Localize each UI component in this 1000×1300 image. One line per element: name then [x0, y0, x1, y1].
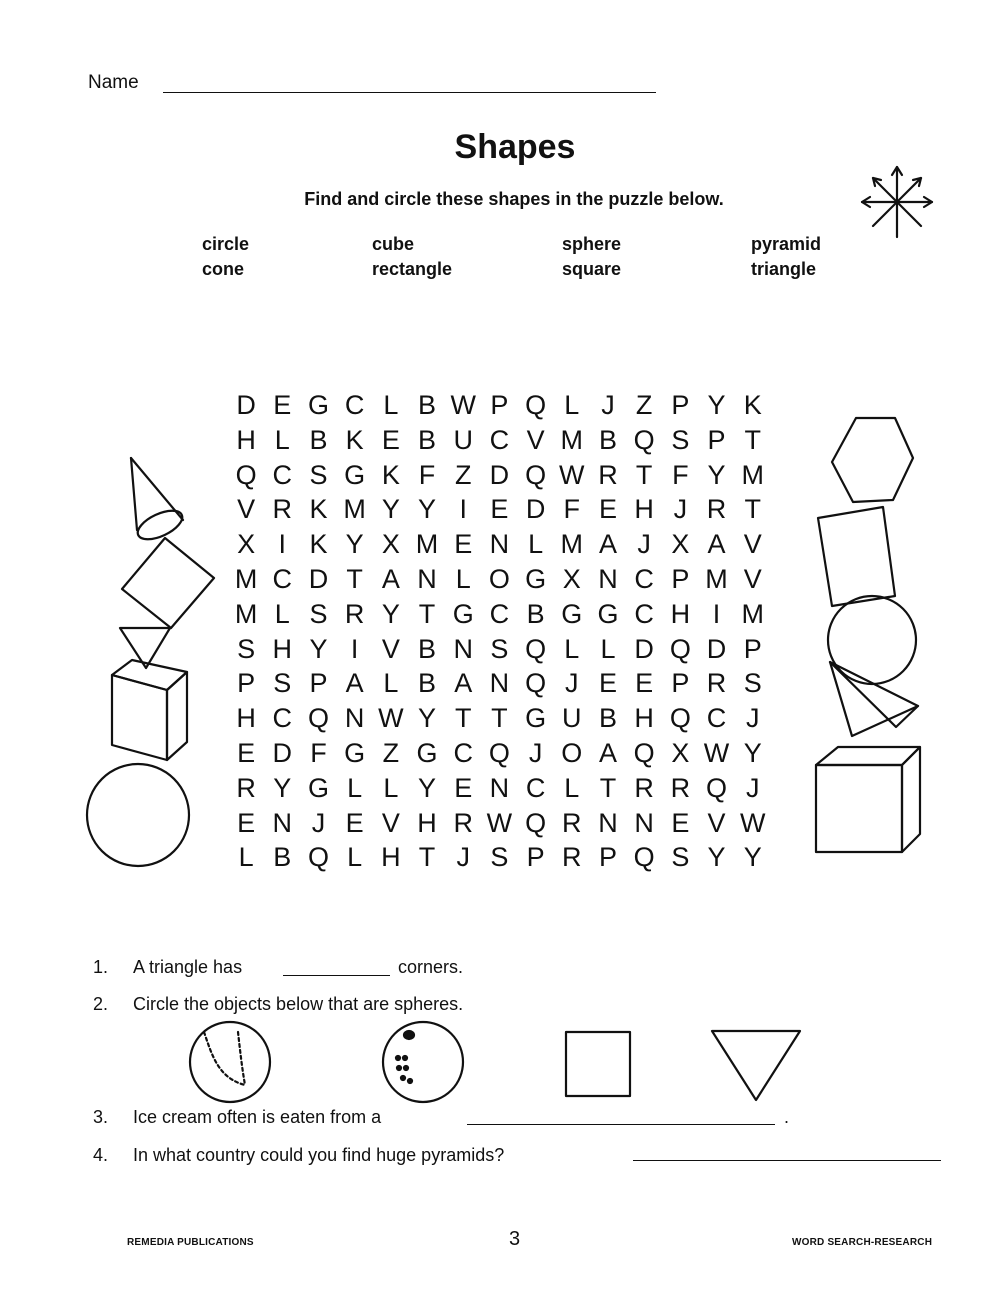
grid-letter[interactable]: D [308, 563, 329, 594]
grid-letter[interactable]: G [307, 390, 329, 420]
grid-letter[interactable]: C [706, 703, 727, 734]
grid-letter[interactable]: J [311, 807, 326, 838]
grid-letter[interactable]: H [236, 703, 256, 734]
grid-letter[interactable]: G [525, 563, 547, 594]
grid-row [228, 666, 771, 701]
grid-row [228, 597, 771, 632]
grid-letter[interactable]: N [417, 563, 437, 594]
grid-letter[interactable]: W [378, 703, 404, 734]
grid-letter[interactable]: N [634, 807, 654, 838]
grid-letter[interactable]: Q [525, 668, 547, 699]
answer-blank-1[interactable] [283, 975, 390, 976]
grid-letter[interactable]: M [741, 459, 764, 490]
grid-letter[interactable]: N [489, 772, 510, 803]
question-number: 1. [93, 957, 109, 977]
grid-letter[interactable]: G [525, 703, 547, 734]
grid-letter[interactable]: G [307, 772, 329, 803]
grid-letter[interactable]: G [344, 459, 366, 490]
grid-letter[interactable]: V [707, 807, 726, 838]
grid-letter[interactable]: E [273, 390, 292, 420]
grid-letter[interactable]: R [598, 459, 618, 490]
grid-letter[interactable]: M [234, 563, 258, 594]
word-list-item: cone [202, 259, 245, 279]
grid-letter[interactable]: Y [418, 494, 437, 525]
grid-letter[interactable]: L [347, 842, 363, 873]
grid-letter[interactable]: K [309, 529, 328, 560]
grid-letter[interactable]: Y [707, 459, 726, 490]
grid-letter[interactable]: G [416, 737, 438, 768]
grid-letter[interactable]: B [418, 390, 437, 420]
grid-letter[interactable]: E [237, 807, 256, 838]
question-number: 2. [93, 994, 109, 1014]
footer-publisher: REMEDIA PUBLICATIONS [127, 1237, 254, 1248]
grid-letter[interactable]: Q [525, 390, 547, 420]
grid-letter[interactable]: V [743, 529, 762, 560]
grid-letter[interactable]: C [272, 563, 293, 594]
grid-letter[interactable]: N [272, 807, 293, 838]
grid-letter[interactable]: R [453, 807, 473, 838]
grid-letter[interactable]: T [599, 772, 617, 803]
grid-letter[interactable]: S [490, 842, 509, 873]
grid-letter[interactable]: N [344, 703, 365, 734]
grid-letter[interactable]: E [598, 494, 617, 525]
grid-letter[interactable]: T [491, 703, 508, 734]
grid-letter[interactable]: M [705, 563, 728, 594]
grid-letter[interactable]: S [237, 633, 256, 664]
grid-letter[interactable]: P [671, 668, 690, 699]
grid-letter[interactable]: G [344, 737, 366, 768]
grid-letter[interactable]: P [526, 842, 545, 873]
grid-letter[interactable]: Y [418, 772, 437, 803]
grid-letter[interactable]: W [703, 737, 730, 768]
grid-letter[interactable]: L [274, 598, 290, 629]
grid-letter[interactable]: B [418, 668, 437, 699]
grid-letter[interactable]: L [383, 668, 399, 699]
question-4-text: In what country could you find huge pyramids? [133, 1145, 505, 1165]
question-number: 3. [93, 1107, 109, 1127]
answer-blank-3[interactable] [467, 1124, 775, 1125]
grid-letter[interactable]: L [274, 424, 290, 455]
grid-letter[interactable]: N [489, 529, 510, 560]
footer-series: WORD SEARCH-RESEARCH [792, 1237, 933, 1248]
cone-icon [131, 458, 186, 545]
grid-row [228, 423, 771, 458]
grid-letter[interactable]: X [671, 529, 690, 560]
grid-letter[interactable]: J [565, 668, 579, 699]
grid-letter[interactable]: Q [525, 459, 547, 490]
baseball-icon [190, 1022, 270, 1102]
grid-letter[interactable]: T [454, 703, 472, 734]
grid-row [228, 736, 771, 771]
square-icon [122, 538, 214, 628]
grid-letter[interactable]: L [564, 772, 580, 803]
grid-letter[interactable]: K [381, 459, 400, 490]
grid-letter[interactable]: D [706, 633, 727, 664]
hexagon-icon [832, 418, 913, 502]
grid-letter[interactable]: Q [235, 459, 257, 490]
grid-letter[interactable]: O [561, 737, 583, 768]
grid-letter[interactable]: S [743, 668, 762, 699]
question-1-text-end: corners. [398, 957, 464, 977]
grid-letter[interactable]: J [673, 494, 688, 525]
grid-letter[interactable]: J [745, 772, 760, 803]
grid-letter[interactable]: C [634, 563, 654, 594]
grid-letter[interactable]: V [237, 494, 256, 525]
grid-letter[interactable]: Q [669, 703, 691, 734]
circle-icon [87, 764, 189, 866]
grid-letter[interactable]: H [381, 842, 401, 873]
grid-letter[interactable]: R [562, 807, 582, 838]
grid-letter[interactable]: C [489, 424, 510, 455]
grid-letter[interactable]: W [486, 807, 513, 838]
grid-letter[interactable]: I [459, 494, 467, 525]
grid-letter[interactable]: P [237, 668, 256, 699]
grid-letter[interactable]: X [237, 529, 256, 560]
grid-row [228, 562, 771, 597]
grid-row [228, 632, 771, 667]
grid-letter[interactable]: T [744, 494, 761, 525]
grid-letter[interactable]: L [600, 633, 616, 664]
word-list-item: triangle [751, 259, 817, 279]
grid-row [228, 701, 771, 736]
grid-letter[interactable]: P [598, 842, 617, 873]
grid-letter[interactable]: K [345, 424, 364, 455]
grid-letter[interactable]: Q [633, 424, 655, 455]
grid-letter[interactable]: L [528, 529, 544, 560]
grid-letter[interactable]: Q [706, 772, 728, 803]
star-icon [862, 167, 932, 237]
grid-letter[interactable]: E [454, 772, 473, 803]
grid-letter[interactable]: P [490, 390, 509, 420]
grid-letter[interactable]: K [309, 494, 328, 525]
grid-letter[interactable]: V [743, 563, 762, 594]
question-2-text: Circle the objects below that are spheres. [133, 994, 464, 1014]
grid-letter[interactable]: X [562, 563, 581, 594]
bowling-ball-icon [383, 1022, 463, 1102]
grid-row [228, 458, 771, 493]
grid-letter[interactable]: B [418, 633, 437, 664]
grid-letter[interactable]: Y [418, 703, 437, 734]
grid-letter[interactable]: Q [669, 633, 691, 664]
grid-letter[interactable]: T [635, 459, 653, 490]
grid-letter[interactable]: K [743, 390, 762, 420]
grid-letter[interactable]: U [562, 703, 582, 734]
grid-letter[interactable]: C [525, 772, 546, 803]
triangle-icon [712, 1031, 800, 1100]
grid-letter[interactable]: T [418, 842, 436, 873]
grid-letter[interactable]: B [526, 598, 545, 629]
cube-icon [816, 747, 920, 852]
grid-letter[interactable]: L [238, 842, 254, 873]
grid-letter[interactable]: V [381, 807, 400, 838]
grid-letter[interactable]: B [598, 703, 617, 734]
grid-letter[interactable]: F [418, 459, 436, 490]
grid-letter[interactable]: H [272, 633, 293, 664]
grid-letter[interactable]: H [417, 807, 437, 838]
grid-letter[interactable]: C [453, 737, 473, 768]
word-list-item: circle [202, 234, 250, 254]
grid-letter[interactable]: M [741, 598, 764, 629]
grid-letter[interactable]: J [528, 737, 543, 768]
answer-blank-4[interactable] [633, 1160, 941, 1161]
grid-letter[interactable]: W [559, 459, 585, 490]
grid-row [228, 388, 771, 423]
grid-letter[interactable]: E [635, 668, 654, 699]
grid-letter[interactable]: O [488, 563, 510, 594]
grid-letter[interactable]: P [309, 668, 328, 699]
grid-letter[interactable]: L [383, 772, 399, 803]
grid-letter[interactable]: R [344, 598, 365, 629]
grid-letter[interactable]: D [634, 633, 654, 664]
grid-letter[interactable]: T [744, 424, 761, 455]
grid-letter[interactable]: E [454, 529, 473, 560]
grid-letter[interactable]: R [634, 772, 654, 803]
page-title: Shapes [454, 128, 576, 166]
question-3-text: Ice cream often is eaten from a [133, 1107, 382, 1127]
grid-letter[interactable]: R [706, 494, 727, 525]
grid-letter[interactable]: N [489, 668, 510, 699]
grid-letter[interactable]: Z [635, 390, 653, 420]
grid-letter[interactable]: M [560, 424, 584, 455]
grid-letter[interactable]: Y [707, 842, 726, 873]
grid-letter[interactable]: J [745, 703, 760, 734]
grid-letter[interactable]: R [706, 668, 727, 699]
grid-letter[interactable]: F [310, 737, 327, 768]
grid-letter[interactable]: C [272, 459, 293, 490]
name-label: Name [88, 72, 139, 93]
grid-letter[interactable]: E [490, 494, 509, 525]
grid-letter[interactable]: H [670, 598, 691, 629]
grid-letter[interactable]: M [560, 529, 584, 560]
grid-letter[interactable]: Q [488, 737, 510, 768]
grid-letter[interactable]: A [454, 668, 473, 699]
grid-letter[interactable]: S [490, 633, 509, 664]
grid-letter[interactable]: J [601, 390, 615, 420]
question-3-period: . [784, 1107, 790, 1127]
grid-letter[interactable]: G [452, 598, 474, 629]
grid-letter[interactable]: H [634, 494, 654, 525]
word-list-item: pyramid [751, 234, 822, 254]
grid-letter[interactable]: Q [307, 842, 329, 873]
question-number: 4. [93, 1145, 109, 1165]
grid-letter[interactable]: L [347, 772, 363, 803]
grid-letter[interactable]: R [236, 772, 256, 803]
question-1-text: A triangle has [133, 957, 243, 977]
word-list-item: square [562, 259, 622, 279]
grid-row [228, 492, 771, 527]
grid-letter[interactable]: Y [309, 633, 328, 664]
rectangle-icon [818, 507, 895, 606]
grid-letter[interactable]: D [236, 390, 256, 420]
grid-letter[interactable]: I [278, 529, 287, 560]
grid-letter[interactable]: S [273, 668, 292, 699]
grid-letter[interactable]: C [344, 390, 365, 420]
grid-letter[interactable]: M [343, 494, 366, 525]
grid-letter[interactable]: Y [743, 842, 762, 873]
grid-letter[interactable]: E [381, 424, 400, 455]
grid-letter[interactable]: S [309, 598, 328, 629]
grid-letter[interactable]: T [346, 563, 363, 594]
grid-letter[interactable]: R [562, 842, 582, 873]
grid-letter[interactable]: Q [525, 807, 547, 838]
grid-letter[interactable]: Z [454, 459, 472, 490]
grid-letter[interactable]: H [236, 424, 256, 455]
grid-letter[interactable]: A [707, 529, 726, 560]
grid-letter[interactable]: E [237, 737, 256, 768]
grid-letter[interactable]: B [598, 424, 617, 455]
grid-letter[interactable]: W [450, 390, 476, 420]
grid-letter[interactable]: W [739, 807, 766, 838]
grid-letter[interactable]: A [345, 668, 364, 699]
grid-letter[interactable]: C [489, 598, 510, 629]
grid-letter[interactable]: D [272, 737, 293, 768]
instruction-text: Find and circle these shapes in the puzzle below. [304, 189, 724, 209]
page-number: 3 [509, 1228, 521, 1250]
grid-letter[interactable]: B [418, 424, 437, 455]
grid-letter[interactable]: A [381, 563, 400, 594]
grid-letter[interactable]: T [418, 598, 436, 629]
grid-letter[interactable]: G [597, 598, 619, 629]
grid-letter[interactable]: E [598, 668, 617, 699]
grid-letter[interactable]: V [526, 424, 545, 455]
grid-letter[interactable]: X [671, 737, 690, 768]
grid-letter[interactable]: P [707, 424, 726, 455]
grid-letter[interactable]: P [671, 563, 690, 594]
grid-row [228, 840, 771, 875]
grid-letter[interactable]: N [453, 633, 473, 664]
grid-letter[interactable]: F [672, 459, 689, 490]
grid-letter[interactable]: S [671, 842, 690, 873]
grid-letter[interactable]: F [563, 494, 581, 525]
grid-letter[interactable]: R [272, 494, 293, 525]
circle-icon [828, 596, 916, 684]
grid-letter[interactable]: Y [345, 529, 364, 560]
grid-letter[interactable]: J [637, 529, 651, 560]
grid-letter[interactable]: G [561, 598, 583, 629]
grid-letter[interactable]: U [453, 424, 473, 455]
grid-letter[interactable]: C [634, 598, 654, 629]
word-list-item: rectangle [372, 259, 453, 279]
grid-row [228, 527, 771, 562]
grid-letter[interactable]: P [671, 390, 690, 420]
grid-letter[interactable]: X [381, 529, 400, 560]
word-list-item: cube [372, 234, 415, 254]
grid-letter[interactable]: B [273, 842, 292, 873]
grid-letter[interactable]: L [455, 563, 471, 594]
grid-letter[interactable]: V [381, 633, 400, 664]
grid-letter[interactable]: D [489, 459, 510, 490]
grid-letter[interactable]: M [234, 598, 258, 629]
grid-letter[interactable]: M [415, 529, 439, 560]
grid-letter[interactable]: S [671, 424, 690, 455]
grid-letter[interactable]: N [598, 807, 618, 838]
grid-letter[interactable]: H [634, 703, 654, 734]
grid-letter[interactable]: L [564, 390, 580, 420]
grid-letter[interactable]: R [670, 772, 691, 803]
grid-row [228, 771, 771, 806]
grid-letter[interactable]: E [345, 807, 364, 838]
grid-letter[interactable]: L [564, 633, 580, 664]
grid-letter[interactable]: Z [382, 737, 400, 768]
grid-letter[interactable]: Y [273, 772, 292, 803]
grid-letter[interactable]: L [383, 390, 399, 420]
grid-letter[interactable]: E [671, 807, 690, 838]
grid-letter[interactable]: A [598, 737, 617, 768]
grid-letter[interactable]: P [743, 633, 762, 664]
grid-letter[interactable]: N [598, 563, 618, 594]
grid-letter[interactable]: Y [381, 494, 400, 525]
grid-letter[interactable]: Q [633, 842, 655, 873]
grid-letter[interactable]: D [525, 494, 546, 525]
grid-letter[interactable]: Y [381, 598, 400, 629]
word-list-item: sphere [562, 234, 622, 254]
grid-letter[interactable]: Q [307, 703, 329, 734]
square-icon [566, 1032, 630, 1096]
grid-letter[interactable]: Y [743, 737, 762, 768]
grid-letter[interactable]: C [272, 703, 293, 734]
grid-letter[interactable]: J [456, 842, 470, 873]
grid-letter[interactable]: Y [707, 390, 726, 420]
cube-icon [112, 660, 187, 760]
grid-letter[interactable]: B [309, 424, 328, 455]
grid-letter[interactable]: Q [525, 633, 547, 664]
grid-letter[interactable]: I [350, 633, 359, 664]
grid-row [228, 806, 771, 841]
grid-letter[interactable]: A [598, 529, 617, 560]
grid-letter[interactable]: I [712, 598, 721, 629]
grid-letter[interactable]: S [309, 459, 328, 490]
word-search-grid [228, 388, 771, 875]
grid-letter[interactable]: Q [633, 737, 655, 768]
